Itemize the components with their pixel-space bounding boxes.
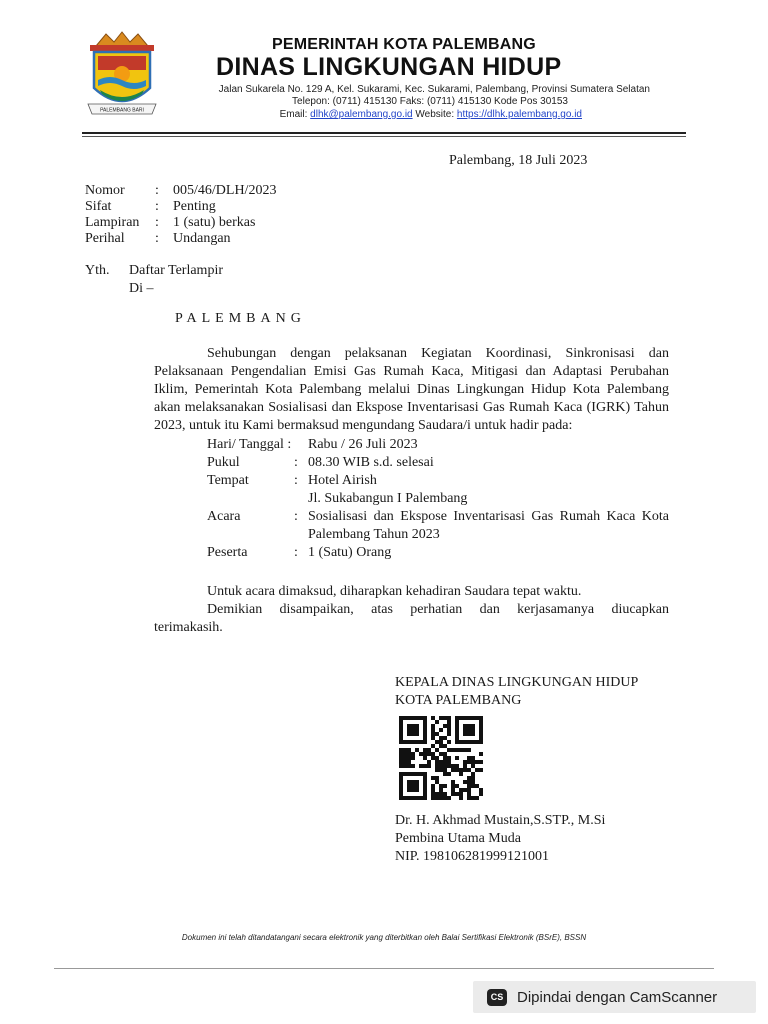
detail-row-place: [207, 472, 669, 490]
signature-title-1: KEPALA DINAS LINGKUNGAN HIDUP: [395, 675, 639, 690]
closing-line-3: terimakasih.: [154, 620, 223, 635]
meta-value: 1 (satu) berkas: [173, 215, 256, 230]
detail-colon: :: [294, 455, 298, 470]
detail-row-time: [207, 454, 669, 472]
letterhead-divider-thick: [82, 132, 686, 134]
detail-colon: :: [294, 509, 298, 524]
meta-row-perihal: [85, 231, 276, 247]
detail-row-participants: [207, 544, 669, 562]
meta-colon: :: [155, 215, 159, 230]
signature-title-2: KOTA PALEMBANG: [395, 693, 522, 708]
addressee: [85, 262, 223, 298]
meta-row-nomor: [85, 183, 276, 199]
detail-value: 08.30 WIB s.d. selesai: [308, 455, 434, 470]
email-label: Email:: [279, 109, 308, 120]
camscanner-watermark: [473, 981, 756, 1013]
detail-row-event: [207, 508, 669, 544]
detail-key: [207, 490, 294, 508]
meta-key: Lampiran: [85, 215, 140, 230]
detail-key: Peserta: [207, 545, 248, 560]
office-phone: Telepon: (0711) 415130 Faks: (0711) 415130 Kode Pos 30153: [292, 96, 568, 107]
detail-colon: :: [294, 545, 298, 560]
event-details: [207, 436, 669, 562]
di-label: Di –: [129, 281, 154, 296]
detail-colon: :: [294, 473, 298, 488]
closing-paragraph: [154, 583, 669, 637]
detail-key: Tempat: [207, 473, 249, 488]
detail-key: Pukul: [207, 455, 240, 470]
recipient: Daftar Terlampir: [129, 263, 223, 278]
detail-row-address: [207, 490, 669, 508]
closing-line-2: Demikian disampaikan, atas perhatian dan kerjasamanya diucapkan: [207, 602, 669, 617]
website-link[interactable]: https://dlhk.palembang.go.id: [456, 109, 582, 120]
meta-key: Sifat: [85, 199, 112, 214]
signer-name: Dr. H. Akhmad Mustain,S.STP., M.Si: [395, 813, 606, 828]
detail-value: Rabu / 26 Juli 2023: [308, 437, 418, 452]
closing-line-1: Untuk acara dimaksud, diharapkan kehadiran Saudara tepat waktu.: [207, 584, 582, 599]
meta-key: Nomor: [85, 183, 125, 198]
signer-block: [395, 812, 605, 866]
detail-key: Hari/ Tanggal :: [207, 437, 292, 452]
meta-colon: :: [155, 199, 159, 214]
signer-nip: NIP. 198106281999121001: [395, 849, 550, 864]
logo-ribbon-text: PALEMBANG BARI: [100, 107, 144, 114]
letter-date: Palembang, 18 Juli 2023: [449, 153, 588, 168]
detail-value: 1 (Satu) Orang: [308, 545, 392, 560]
yth-label: Yth.: [85, 263, 110, 278]
meta-value: Undangan: [173, 231, 231, 246]
meta-value: 005/46/DLH/2023: [173, 183, 277, 198]
meta-row-lampiran: [85, 215, 276, 231]
body-paragraph: [154, 345, 669, 435]
office-contact: [280, 109, 582, 120]
recipient-city: PALEMBANG: [175, 311, 306, 326]
detail-value: Sosialisasi dan Ekspose Inventarisasi Gas Rumah Kaca Kota Palembang Tahun 2023: [308, 509, 669, 542]
government-name: PEMERINTAH KOTA PALEMBANG: [272, 36, 536, 53]
city-emblem-logo: [84, 30, 160, 122]
camscanner-text: Dipindai dengan CamScanner: [517, 988, 718, 1006]
page-bottom-divider: [54, 968, 714, 969]
letter-meta: [85, 183, 276, 247]
meta-key: Perihal: [85, 231, 125, 246]
email-link[interactable]: dlhk@palembang.go.id: [310, 109, 413, 120]
signer-rank: Pembina Utama Muda: [395, 831, 521, 846]
body-paragraph-text: Sehubungan dengan pelaksanan Kegiatan Koordinasi, Sinkronisasi dan Pelaksanaan Pengendalian Emisi Gas Rumah Kaca, Mitigasi dan Adaptasi Perubahan Iklim, Pemerintah Kota Palembang melalui Dinas Lingkungan Hidup Kota Palembang akan melaksanakan Sosialisasi dan Ekspose Inventarisasi Gas Rumah Kaca (IGRK) Tahun 2023, untuk itu Kami bermaksud mengundang Saudara/i untuk hadir pada:: [154, 346, 669, 433]
qr-code-signature: [399, 716, 483, 800]
letterhead-divider-thin: [82, 136, 686, 137]
detail-key: Acara: [207, 509, 241, 524]
detail-value: Hotel Airish: [308, 473, 377, 488]
office-address: Jalan Sukarela No. 129 A, Kel. Sukarami, Kec. Sukarami, Palembang, Provinsi Sumatera Selatan: [218, 84, 650, 95]
electronic-signature-note: Dokumen ini telah ditandatangani secara elektronik yang diterbitkan oleh Balai Sertifikasi Elektronik (BSrE), BSSN: [181, 933, 587, 942]
camscanner-icon: CS: [487, 989, 507, 1006]
detail-colon: [294, 490, 308, 508]
signature-title: [395, 674, 638, 710]
website-label: Website:: [415, 109, 455, 120]
detail-value: Jl. Sukabangun I Palembang: [308, 491, 468, 506]
meta-colon: :: [155, 183, 159, 198]
meta-value: Penting: [173, 199, 216, 214]
detail-row-date: [207, 436, 669, 454]
meta-colon: :: [155, 231, 159, 246]
department-name: DINAS LINGKUNGAN HIDUP: [216, 53, 562, 81]
meta-row-sifat: [85, 199, 276, 215]
